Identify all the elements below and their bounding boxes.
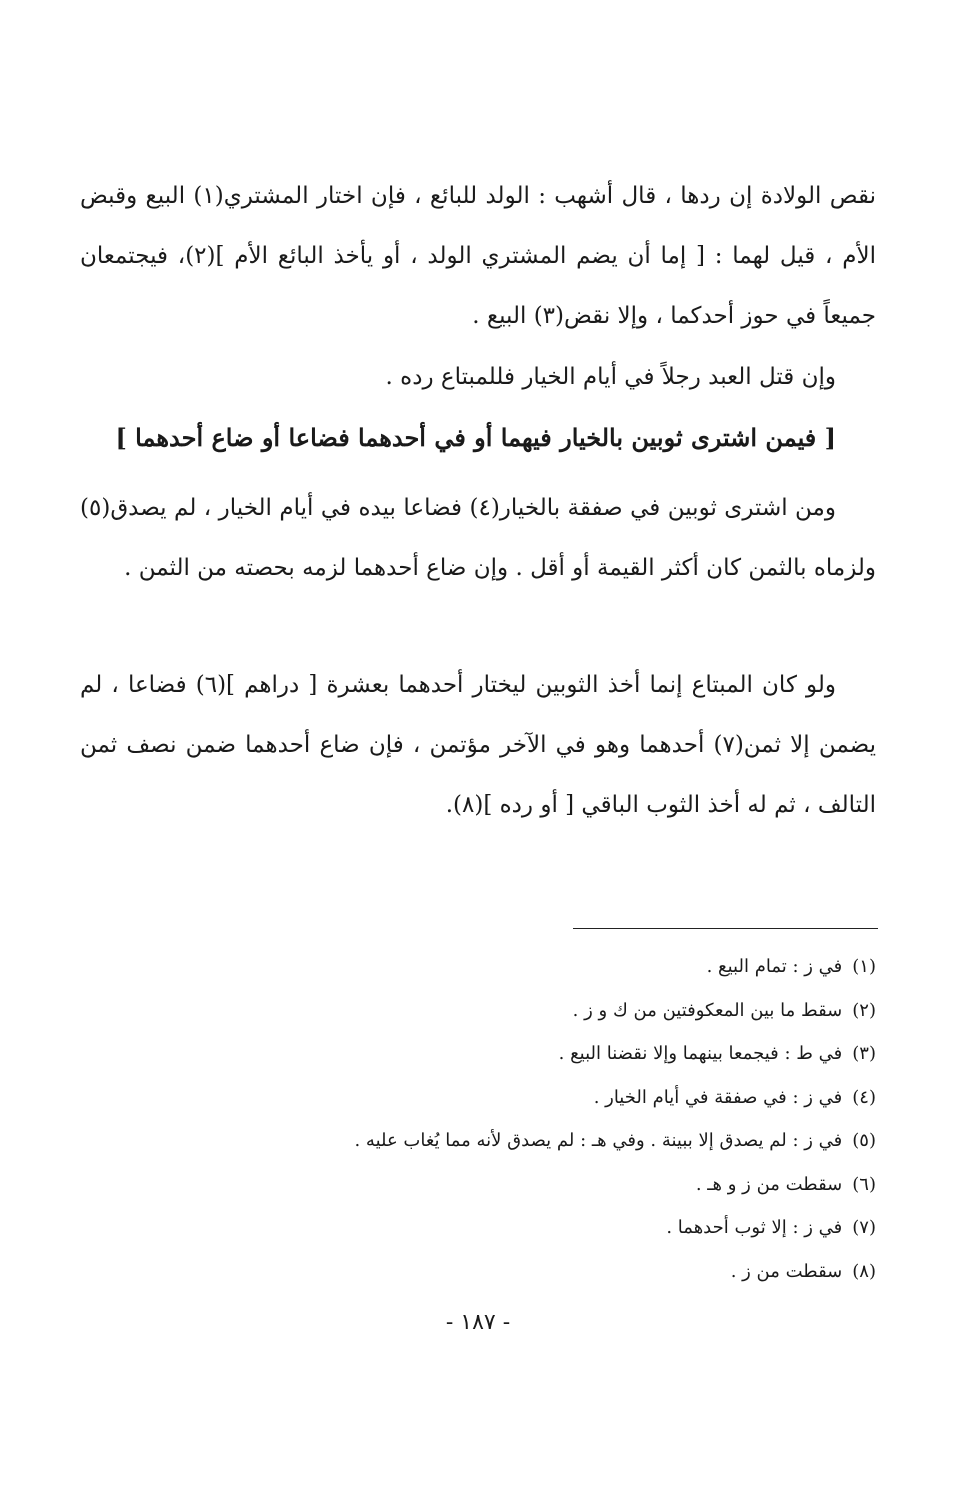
paragraph-4: ولو كان المبتاع إنما أخذ الثوبين ليختار أحدهما بعشرة [ دراهم ](٦) فضاعا ، لم يضمن إلا ثمن(٧) أحدهما وهو في الآخر مؤتمن ، فإن ضاع أحدهما ضمن نصف ثمن التالف ، ثم له أخذ الثوب الباقي [ أو رده ](٨).: [80, 672, 876, 818]
footnote-item: [76, 1032, 876, 1076]
footnote-text: في ز : في صفقة في أيام الخيار .: [593, 1086, 843, 1108]
main-text-block: [80, 478, 876, 598]
paragraph-2: وإن قتل العبد رجلاً في أيام الخيار فللمبتاع رده .: [385, 364, 836, 390]
main-text-block: [80, 166, 876, 346]
footnote-number: (١): [852, 956, 876, 977]
main-text-block: [80, 347, 876, 407]
paragraph-1: نقص الولادة إن ردها ، قال أشهب : الولد للبائع ، فإن اختار المشتري(١) البيع وقبض الأم ، قيل لهما : [ إما أن يضم المشتري الولد ، أو يأخذ البائع الأم ](٢)، فيجتمعان جميعاً في حوز أحدكما ، وإلا نقض(٣) البيع .: [80, 183, 876, 329]
paragraph-3: ومن اشترى ثوبين في صفقة بالخيار(٤) فضاعا بيده في أيام الخيار ، لم يصدق(٥) ولزماه بالثمن كان أكثر القيمة أو أقل . وإن ضاع أحدهما لزمه بحصته من الثمن .: [80, 495, 876, 581]
footnote-number: (٣): [852, 1043, 876, 1064]
footnote-number: (٨): [852, 1260, 876, 1282]
main-text-block: [80, 655, 876, 835]
footnote-text: سقط ما بين المعكوفتين من ك و ز .: [572, 999, 843, 1021]
page-number: - ١٨٧ -: [445, 1310, 511, 1335]
footnote-item: [76, 1206, 876, 1250]
footnote-item: [76, 1250, 876, 1294]
footnote-number: (٧): [852, 1217, 876, 1238]
footnote-item: [76, 989, 876, 1033]
footnote-text: سقطت من ز .: [730, 1260, 843, 1282]
footnote-text: في ط : فيجمعا بينهما وإلا نقضنا البيع .: [558, 1043, 843, 1064]
section-heading-block: [80, 408, 876, 468]
footnote-item: [76, 1076, 876, 1120]
footnote-number: (٦): [852, 1173, 876, 1195]
footnote-number: (٥): [852, 1130, 876, 1151]
footnote-item: [76, 1163, 876, 1207]
footnote-text: سقطت من ز و هـ .: [695, 1173, 843, 1195]
footnotes-list: [76, 945, 876, 1293]
footnote-item: [76, 945, 876, 989]
footnote-number: (٤): [852, 1086, 876, 1108]
footnote-item: [76, 1119, 876, 1163]
footnote-separator: [573, 928, 878, 929]
footnote-text: في ز : إلا ثوب أحدهما .: [666, 1217, 843, 1238]
section-heading: [ فيمن اشترى ثوبين بالخيار فيهما أو في أحدهما فضاعا أو ضاع أحدهما ]: [115, 423, 836, 452]
footnote-text: في ز : تمام البيع .: [706, 956, 843, 977]
footnote-number: (٢): [852, 999, 876, 1021]
footnote-text: في ز : لم يصدق إلا ببينة . وفي هـ : لم يصدق لأنه مما يُغاب عليه .: [354, 1130, 843, 1151]
